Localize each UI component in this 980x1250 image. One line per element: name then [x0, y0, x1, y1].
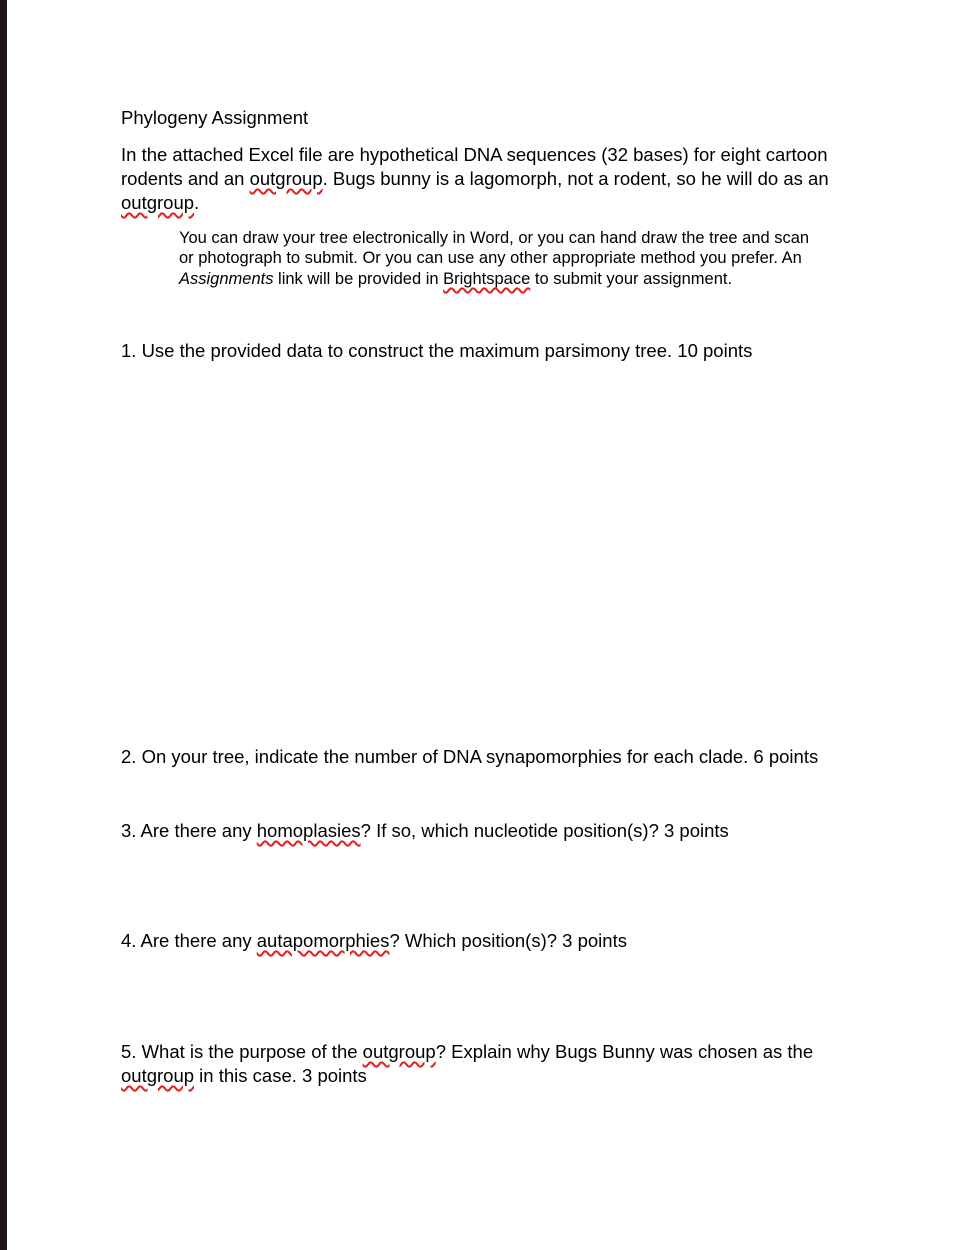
document-title: Phylogeny Assignment	[121, 107, 309, 128]
note-line-2: or photograph to submit. Or you can use any other appropriate method you prefer. An	[179, 249, 802, 267]
misspelled-word-outgroup[interactable]: outgroup	[362, 1041, 436, 1062]
question-5-line-2-end: in this case. 3 points	[194, 1065, 367, 1086]
note-line-1: You can draw your tree electronically in Word, or you can hand draw the tree and scan	[179, 229, 810, 247]
intro-line-1: In the attached Excel file are hypothetical DNA sequences (32 bases) for eight cartoon	[121, 144, 828, 165]
note-line-3-middle: link will be provided in	[273, 270, 444, 288]
assignments-emphasis: Assignments	[179, 270, 274, 288]
intro-line-3	[121, 191, 199, 215]
question-2: 2. On your tree, indicate the number of DNA synapomorphies for each clade. 6 points	[121, 746, 819, 767]
note-line-3-end: to submit your assignment.	[530, 270, 733, 288]
note-line-3	[179, 269, 732, 290]
misspelled-word-outgroup[interactable]: outgroup	[121, 1065, 195, 1086]
misspelled-word-brightspace[interactable]: Brightspace	[443, 270, 531, 288]
question-5-start: 5. What is the purpose of the	[121, 1041, 363, 1062]
misspelled-word-outgroup[interactable]: outgroup	[121, 192, 195, 213]
question-4-end: ? Which position(s)? 3 points	[389, 930, 627, 951]
misspelled-word-outgroup[interactable]: outgroup	[249, 168, 323, 189]
question-5-line-1	[121, 1040, 813, 1064]
intro-line-2-end: . Bugs bunny is a lagomorph, not a rodent, so he will do as an	[322, 168, 829, 189]
misspelled-word-autapomorphies[interactable]: autapomorphies	[256, 930, 390, 951]
misspelled-word-homoplasies[interactable]: homoplasies	[256, 820, 361, 841]
intro-line-2	[121, 167, 829, 191]
question-4	[121, 929, 627, 953]
question-4-start: 4. Are there any	[121, 930, 257, 951]
question-1: 1. Use the provided data to construct the maximum parsimony tree. 10 points	[121, 340, 753, 361]
question-3	[121, 819, 729, 843]
intro-line-3-end: .	[194, 192, 200, 213]
question-3-start: 3. Are there any	[121, 820, 257, 841]
intro-line-2-start: rodents and an	[121, 168, 250, 189]
question-5-line-1-end: ? Explain why Bugs Bunny was chosen as the	[435, 1041, 814, 1062]
question-5-line-2	[121, 1064, 367, 1088]
question-3-end: ? If so, which nucleotide position(s)? 3 points	[360, 820, 729, 841]
